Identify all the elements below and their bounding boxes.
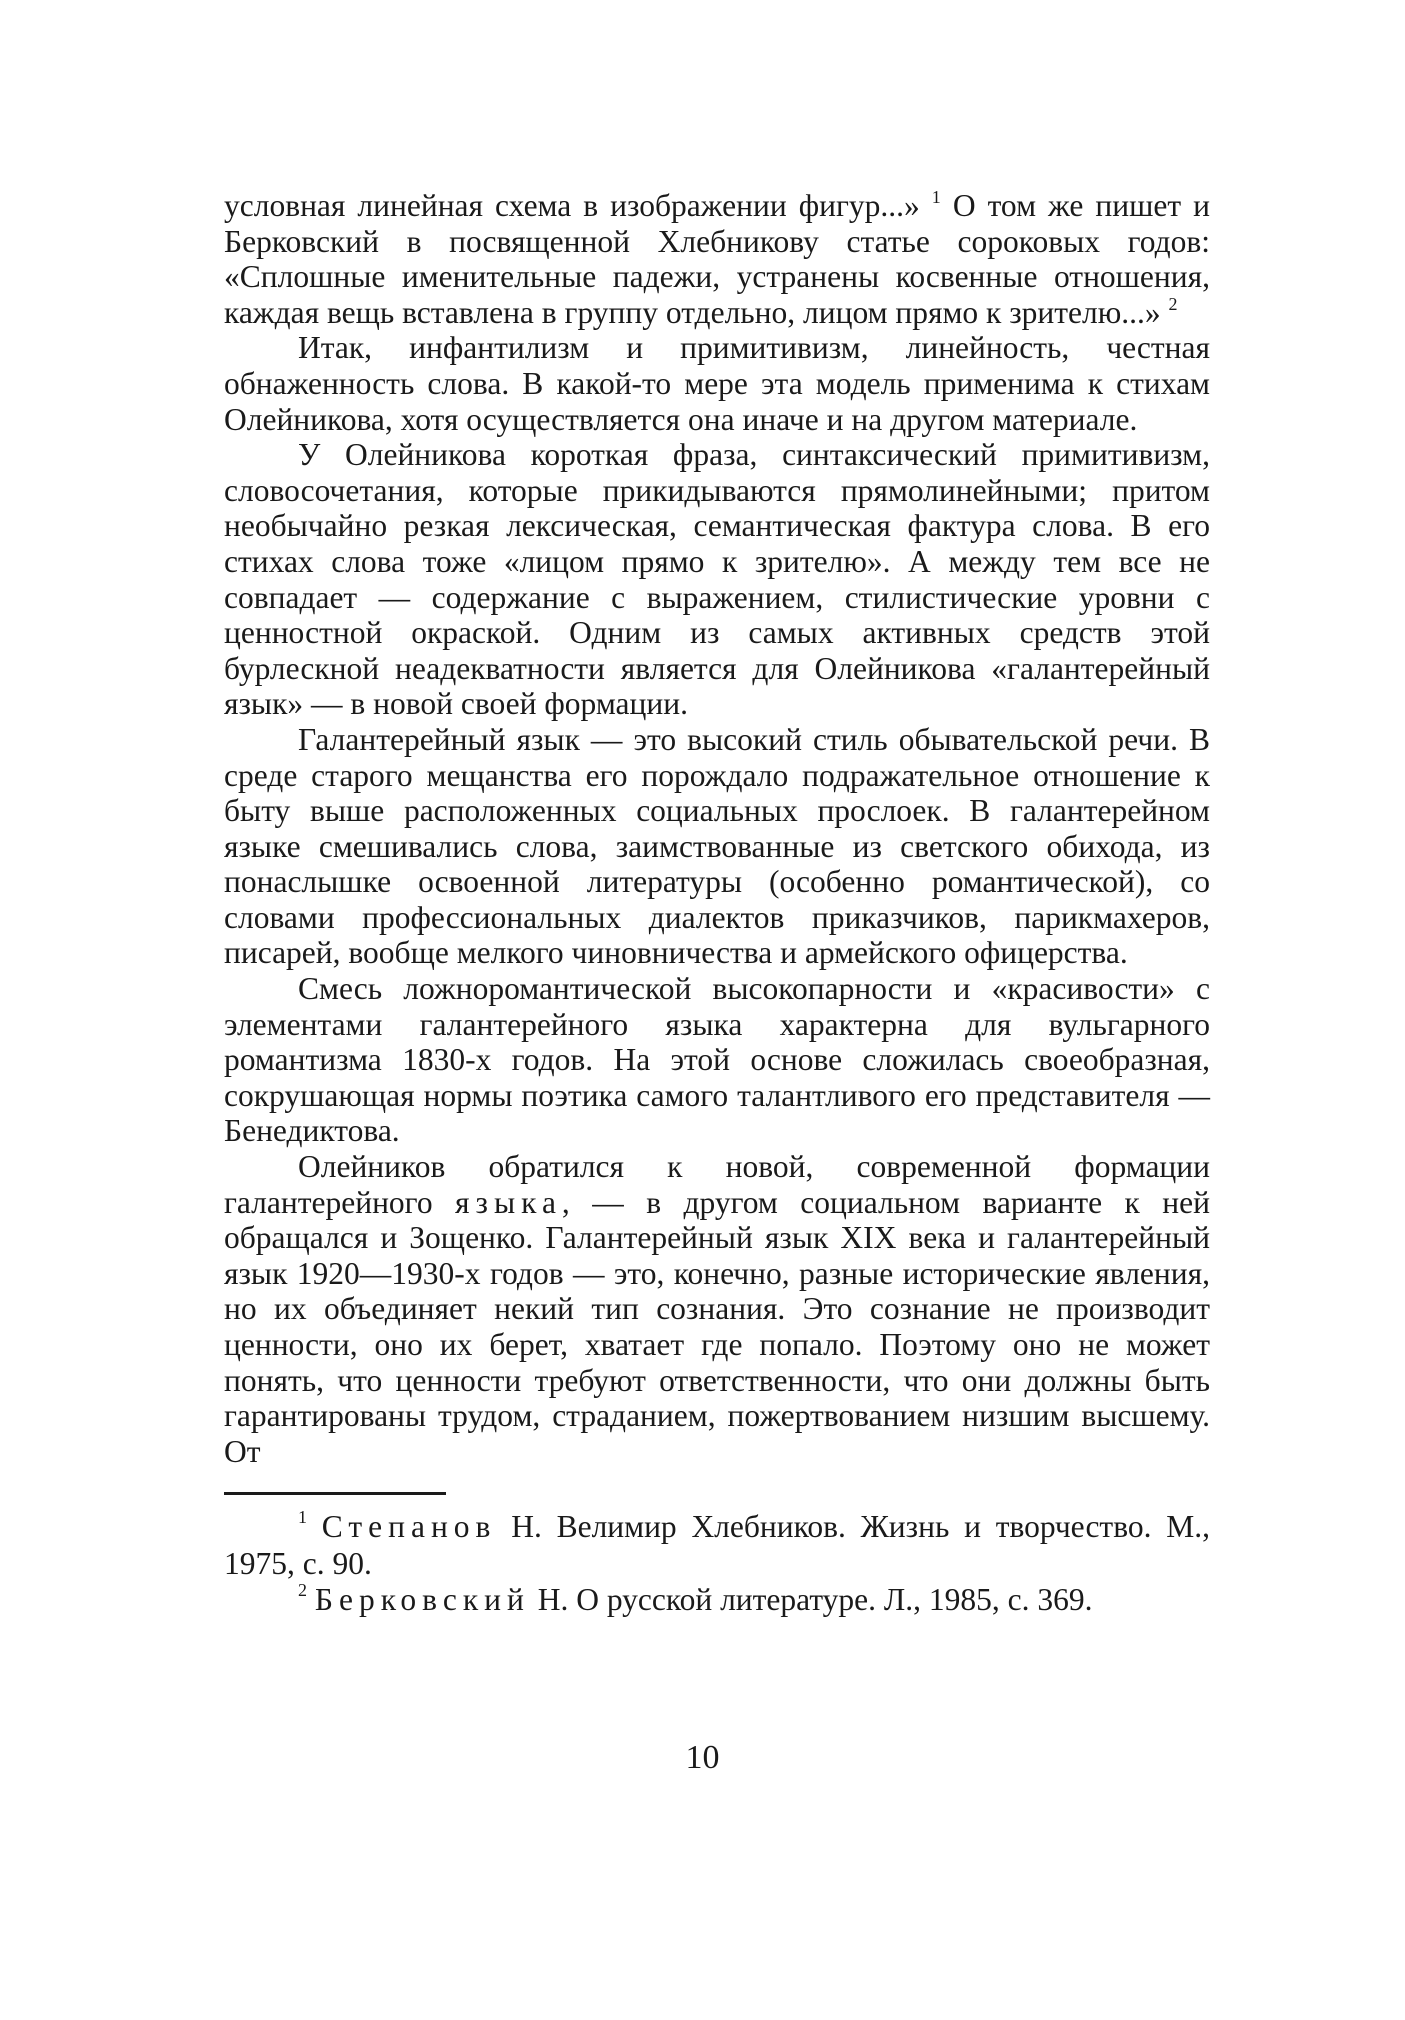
footnote-ref: 1	[931, 187, 941, 207]
book-page	[224, 188, 1210, 1619]
paragraph	[224, 971, 1210, 1149]
footnote-separator	[224, 1492, 446, 1495]
text-segment: условная линейная схема в изображении фигур...»	[224, 188, 932, 223]
footnote-ref: 2	[1168, 293, 1178, 314]
text-segment: , — в другом социальном варианте к ней обращался и Зощенко. Галантерейный язык XIX века и галантерейный язык 1920—1930-х годов — это, конечно, разные исторические явления, но их объединяет некий тип сознания. Это сознание не производит ценности, оно их берет, хватает где попало. Поэтому оно не может понять, что ценности требуют ответственности, что они должны быть гарантированы трудом, страданием, пожертвованием низшим высшему. От	[224, 1184, 1210, 1469]
text-segment	[307, 1509, 322, 1544]
main-text	[224, 188, 1210, 1469]
spaced-text: Берковский	[314, 1582, 530, 1618]
paragraph	[224, 437, 1210, 722]
text-segment: Н. Велимир Хлебников. Жизнь и творчество. М., 1975, с. 90.	[224, 1509, 1210, 1581]
text-segment: О том же пишет и Берковский в посвященной Хлебникову статье сороковых годов: «Сплошные именительные падежи, устранены косвенные отношения, каждая вещь вставлена в группу отдельно, лицом прямо к зрителю...»	[224, 188, 1210, 330]
footnotes	[224, 1509, 1210, 1619]
footnote	[224, 1582, 1210, 1619]
text-segment: У Олейникова короткая фраза, синтаксический примитивизм, словосочетания, которые прикидываются прямолинейными; притом необычайно резкая лексическая, семантическая фактура слова. В его стихах слова тоже «лицом прямо к зрителю». А между тем все не совпадает — содержание с выражением, стилистические уровни с ценностной окраской. Одним из самых активных средств этой бурлескной неадекватности является для Олейникова «галантерейный язык» — в новой своей формации.	[224, 437, 1210, 722]
footnote-ref: 2	[298, 1580, 307, 1601]
spaced-text: языка	[455, 1184, 562, 1220]
paragraph	[224, 188, 1210, 330]
text-segment: Н. О русской литературе. Л., 1985, с. 369.	[529, 1582, 1093, 1618]
text-segment: Галантерейный язык — это высокий стиль обывательской речи. В среде старого мещанства его порождало подражательное отношение к быту выше расположенных социальных прослоек. В галантерейном языке смешивались слова, заимствованные из светского обихода, из понаслышке освоенной литературы (особенно романтической), со словами профессиональных диалектов приказчиков, парикмахеров, писарей, вообще мелкого чиновничества и армейского офицерства.	[224, 721, 1210, 971]
page-number: 10	[685, 1739, 720, 1776]
paragraph	[224, 1149, 1210, 1469]
text-segment	[307, 1582, 315, 1617]
paragraph	[224, 722, 1210, 971]
text-segment: Смесь ложноромантической высокопарности и «красивости» с элементами галантерейного языка характерна для вульгарного романтизма 1830-х годов. На этой основе сложилась своеобразная, сокрушающая нормы поэтика самого талантливого его представителя — Бенедиктова.	[224, 971, 1210, 1149]
paragraph	[224, 330, 1210, 437]
footnote-ref: 1	[298, 1507, 307, 1528]
text-segment: Итак, инфантилизм и примитивизм, линейность, честная обнаженность слова. В какой-то мере эта модель применима к стихам Олейникова, хотя осуществляется она иначе и на другом материале.	[224, 330, 1210, 437]
footnote	[224, 1509, 1210, 1582]
text-segment: Олейников обратился к новой, современной формации галантерейного	[224, 1149, 1210, 1220]
spaced-text: Степанов	[321, 1509, 497, 1545]
